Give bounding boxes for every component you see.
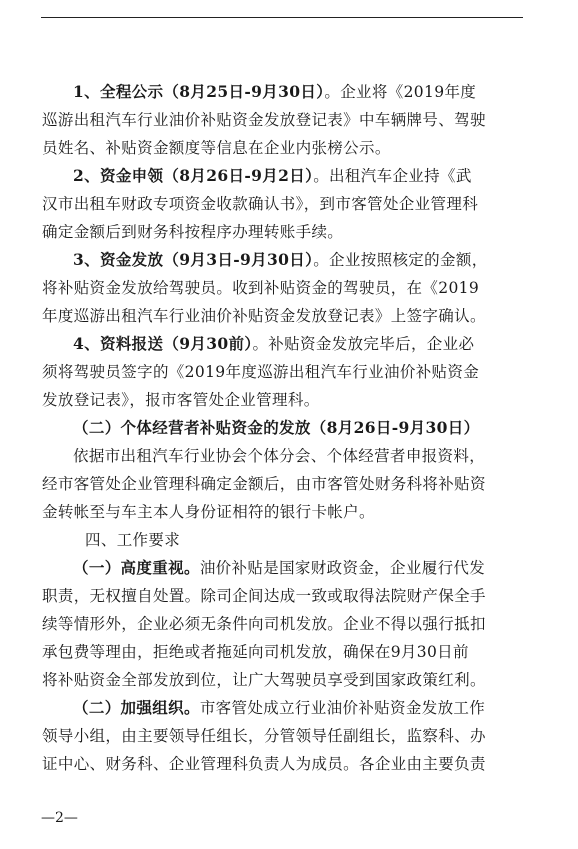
text-line <box>42 498 526 526</box>
bold-text-run: （二）个体经营者补贴资金的发放（8月26日-9月30日） <box>73 418 480 437</box>
text-run: 将补贴资金全部发放到位，让广大驾驶员享受到国家政策红利。 <box>42 671 486 689</box>
text-run: 四、工作要求 <box>85 531 181 549</box>
text-line <box>42 274 526 302</box>
text-run: 续等情形外，企业必须无条件向司机发放。企业不得以强行抵扣 <box>42 615 486 633</box>
text-line <box>42 694 526 722</box>
text-run: 。补贴资金发放完毕后，企业必 <box>252 335 475 353</box>
text-run: 年度巡游出租汽车行业油价补贴资金发放登记表》上签字确认。 <box>42 307 486 325</box>
page-number: —2— <box>41 810 78 826</box>
text-run: 。企业将《2019年度 <box>324 83 477 101</box>
text-run: 员姓名、补贴资金额度等信息在企业内张榜公示。 <box>42 139 391 157</box>
text-line <box>42 666 526 694</box>
document-body <box>42 78 526 778</box>
text-run: 须将驾驶员签字的《2019年度巡游出租汽车行业油价补贴资金 <box>42 363 480 381</box>
text-line <box>42 330 526 358</box>
text-line <box>42 722 526 750</box>
text-line <box>42 638 526 666</box>
bold-text-run: 2、资金申领（8月26日-9月2日） <box>73 166 314 185</box>
bold-text-run: 3、资金发放（9月3日-9月30日） <box>73 250 314 269</box>
text-line <box>42 386 526 414</box>
text-line <box>42 190 526 218</box>
text-line <box>42 414 526 442</box>
text-line <box>42 246 526 274</box>
text-line <box>42 218 526 246</box>
text-run: 证中心、财务科、企业管理科负责人为成员。各企业由主要负责 <box>42 755 486 773</box>
text-run: 油价补贴是国家财政资金，企业履行代发 <box>199 559 486 577</box>
text-run: 发放登记表》，报市客管处企业管理科。 <box>42 391 320 409</box>
text-run: 金转帐至与车主本人身份证相符的银行卡帐户。 <box>42 503 375 521</box>
text-run: 将补贴资金发放给驾驶员。收到补贴资金的驾驶员，在《2019 <box>42 279 480 297</box>
bold-text-run: （二）加强组织。 <box>73 698 200 717</box>
text-run: 领导小组，由主要领导任组长，分管领导任副组长，监察科、办 <box>42 727 486 745</box>
text-line <box>42 582 526 610</box>
text-run: 确定金额后到财务科按程序办理转账手续。 <box>42 223 344 241</box>
text-run: 。企业按照核定的金额， <box>313 251 488 269</box>
text-line <box>42 442 526 470</box>
text-line <box>42 470 526 498</box>
text-run: 。出租汽车企业持《武 <box>313 167 472 185</box>
text-run: 巡游出租汽车行业油价补贴资金发放登记表》中车辆牌号、驾驶 <box>42 111 486 129</box>
text-run: 依据市出租汽车行业协会个体分会、个体经营者申报资料， <box>73 447 486 465</box>
bold-text-run: 4、资料报送（9月30前） <box>73 334 253 353</box>
header-rule <box>41 17 523 18</box>
text-run: 承包费等理由，拒绝或者拖延向司机发放，确保在9月30日前 <box>42 643 469 661</box>
text-line <box>42 78 526 106</box>
text-line <box>42 134 526 162</box>
text-run: 职责，无权擅自处置。除司企间达成一致或取得法院财产保全手 <box>42 587 486 605</box>
bold-text-run: 1、全程公示（8月25日-9月30日） <box>73 82 325 101</box>
text-run: 经市客管处企业管理科确定金额后，由市客管处财务科将补贴资 <box>42 475 486 493</box>
text-run: 市客管处成立行业油价补贴资金发放工作 <box>199 699 486 717</box>
bold-text-run: （一）高度重视。 <box>73 558 200 577</box>
text-line <box>42 750 526 778</box>
text-line <box>42 610 526 638</box>
text-line <box>42 554 526 582</box>
text-line <box>42 162 526 190</box>
text-run: 汉市出租车财政专项资金收款确认书》，到市客管处企业管理科 <box>42 195 479 213</box>
text-line <box>42 358 526 386</box>
text-line <box>42 106 526 134</box>
text-line <box>42 526 526 554</box>
text-line <box>42 302 526 330</box>
